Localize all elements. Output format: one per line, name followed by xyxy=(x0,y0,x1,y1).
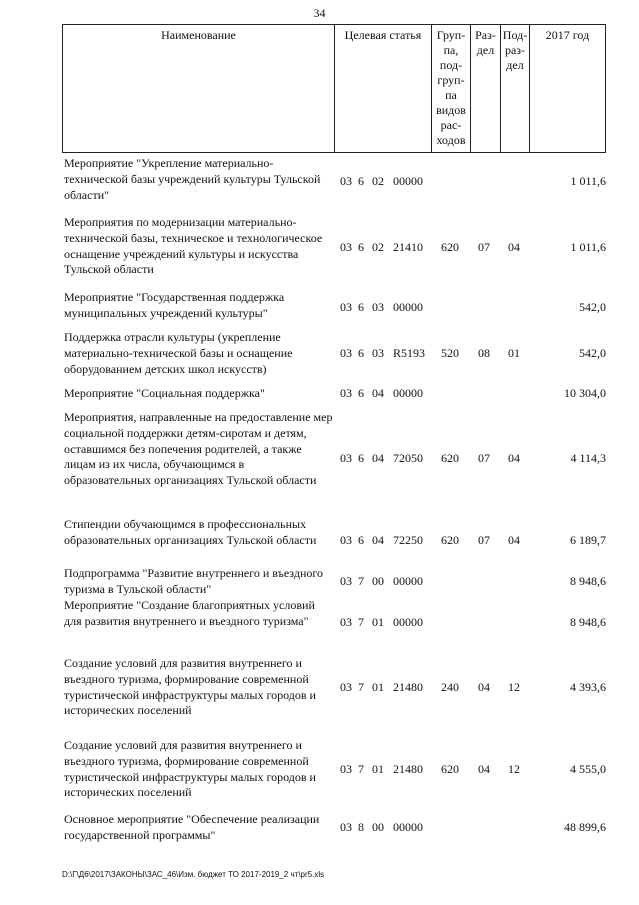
header-target: Целевая статья xyxy=(344,28,422,42)
amount: 8 948,6 xyxy=(570,574,606,588)
code-program: 03 xyxy=(340,300,352,314)
code-program: 03 xyxy=(340,762,352,776)
table-row xyxy=(0,566,639,600)
code-event: 04 xyxy=(372,386,384,400)
table-row xyxy=(0,738,639,804)
header-year: 2017 год xyxy=(545,28,590,42)
amount: 542,0 xyxy=(579,346,606,360)
code-direction: 21480 xyxy=(393,762,423,776)
code-subprogram: 7 xyxy=(358,680,364,694)
section: 04 xyxy=(478,762,490,776)
header-subsection: Под- раз- дел xyxy=(502,28,528,72)
subsection: 12 xyxy=(508,680,520,694)
table-row xyxy=(0,156,639,206)
code-program: 03 xyxy=(340,451,352,465)
code-subprogram: 6 xyxy=(358,174,364,188)
row-name: Мероприятие "Создание благоприятных условий для развития внутреннего и въездного туризма" xyxy=(64,598,315,628)
table-row xyxy=(0,656,639,722)
code-event: 02 xyxy=(372,174,384,188)
code-subprogram: 7 xyxy=(358,574,364,588)
code-event: 04 xyxy=(372,533,384,547)
code-program: 03 xyxy=(340,240,352,254)
row-name: Создание условий для развития внутреннего и въездного туризма, формирование современной туристической инфраструктуры малых городов и исторических поселений xyxy=(64,738,316,800)
row-name: Подпрограмма "Развитие внутреннего и въездного туризма в Тульской области" xyxy=(64,566,323,596)
header-right-border xyxy=(605,24,606,153)
code-direction: 00000 xyxy=(393,386,423,400)
header-divider-5 xyxy=(529,24,530,153)
amount: 4 393,6 xyxy=(570,680,606,694)
code-subprogram: 8 xyxy=(358,820,364,834)
code-direction: 72050 xyxy=(393,451,423,465)
header-section: Раз- дел xyxy=(475,28,496,57)
table-row xyxy=(0,290,639,324)
header-name: Наименование xyxy=(161,28,236,42)
code-subprogram: 7 xyxy=(358,615,364,629)
code-subprogram: 6 xyxy=(358,240,364,254)
table-row xyxy=(0,215,639,279)
table-row xyxy=(0,812,639,846)
table-row xyxy=(0,410,639,506)
amount: 542,0 xyxy=(579,300,606,314)
amount: 1 011,6 xyxy=(570,174,606,188)
code-direction: 21480 xyxy=(393,680,423,694)
header-group: Груп- па, под- груп- па видов рас- ходов xyxy=(436,28,466,147)
code-subprogram: 7 xyxy=(358,762,364,776)
expense-group: 620 xyxy=(441,451,459,465)
code-event: 01 xyxy=(372,762,384,776)
code-direction: 00000 xyxy=(393,574,423,588)
subsection: 04 xyxy=(508,240,520,254)
code-direction: 00000 xyxy=(393,174,423,188)
section: 07 xyxy=(478,451,490,465)
row-name: Мероприятия по модернизации материально-технической базы, техническое и технологическое оснащение учреждений культуры и искусства Тульской области xyxy=(64,215,323,277)
subsection: 04 xyxy=(508,451,520,465)
header-divider-1 xyxy=(334,24,335,153)
code-program: 03 xyxy=(340,533,352,547)
code-direction: 21410 xyxy=(393,240,423,254)
expense-group: 620 xyxy=(441,533,459,547)
amount: 8 948,6 xyxy=(570,615,606,629)
expense-group: 520 xyxy=(441,346,459,360)
code-subprogram: 6 xyxy=(358,346,364,360)
code-direction: R5193 xyxy=(393,346,426,360)
section: 08 xyxy=(478,346,490,360)
section: 07 xyxy=(478,240,490,254)
code-program: 03 xyxy=(340,386,352,400)
row-name: Основное мероприятие "Обеспечение реализации государственной программы" xyxy=(64,812,320,842)
code-event: 04 xyxy=(372,451,384,465)
code-subprogram: 6 xyxy=(358,386,364,400)
row-name: Мероприятие "Укрепление материально-технической базы учреждений культуры Тульской области" xyxy=(64,156,321,202)
code-direction: 00000 xyxy=(393,300,423,314)
code-event: 00 xyxy=(372,574,384,588)
file-path-footer: D:\Г\Д6\2017\ЗАКОНЫ\ЗАС_46\Изм. бюджет ТО 2017-2019_2 чт\pr5.xls xyxy=(62,870,325,879)
section: 04 xyxy=(478,680,490,694)
code-event: 03 xyxy=(372,346,384,360)
row-name: Мероприятие "Социальная поддержка" xyxy=(64,386,265,400)
expense-group: 240 xyxy=(441,680,459,694)
expense-group: 620 xyxy=(441,762,459,776)
amount: 1 011,6 xyxy=(570,240,606,254)
code-program: 03 xyxy=(340,346,352,360)
amount: 6 189,7 xyxy=(570,533,606,547)
code-event: 03 xyxy=(372,300,384,314)
code-subprogram: 6 xyxy=(358,533,364,547)
table-row xyxy=(0,517,639,567)
code-direction: 72250 xyxy=(393,533,423,547)
code-event: 01 xyxy=(372,615,384,629)
code-event: 01 xyxy=(372,680,384,694)
row-name: Поддержка отрасли культуры (укрепление материально-технической базы и оснащение оборудованием детских школ искусств) xyxy=(64,330,293,376)
code-program: 03 xyxy=(340,174,352,188)
section: 07 xyxy=(478,533,490,547)
table-row xyxy=(0,386,639,404)
code-program: 03 xyxy=(340,574,352,588)
amount: 48 899,6 xyxy=(564,820,606,834)
amount: 10 304,0 xyxy=(564,386,606,400)
code-program: 03 xyxy=(340,615,352,629)
subsection: 12 xyxy=(508,762,520,776)
code-program: 03 xyxy=(340,820,352,834)
code-direction: 00000 xyxy=(393,615,423,629)
subsection: 01 xyxy=(508,346,520,360)
header-left-border xyxy=(62,24,63,153)
row-name: Стипендии обучающимся в профессиональных образовательных организациях Тульской области xyxy=(64,517,317,547)
subsection: 04 xyxy=(508,533,520,547)
row-name: Создание условий для развития внутреннего и въездного туризма, формирование современной туристической инфраструктуры малых городов и исторических поселений xyxy=(64,656,316,718)
table-row xyxy=(0,598,639,648)
table-row xyxy=(0,330,639,380)
amount: 4 555,0 xyxy=(570,762,606,776)
page-number: 34 xyxy=(313,6,326,20)
row-name: Мероприятие "Государственная поддержка муниципальных учреждений культуры" xyxy=(64,290,285,320)
code-event: 00 xyxy=(372,820,384,834)
expense-group: 620 xyxy=(441,240,459,254)
code-subprogram: 6 xyxy=(358,451,364,465)
code-subprogram: 6 xyxy=(358,300,364,314)
amount: 4 114,3 xyxy=(570,451,606,465)
code-direction: 00000 xyxy=(393,820,423,834)
code-event: 02 xyxy=(372,240,384,254)
code-program: 03 xyxy=(340,680,352,694)
row-name: Мероприятия, направленные на предоставление мер социальной поддержки детям-сиротам и детям, оставшимся без попечения родителей, а также лицам из их числа, обучающимся в образовательных организациях Тульской области xyxy=(64,410,333,488)
